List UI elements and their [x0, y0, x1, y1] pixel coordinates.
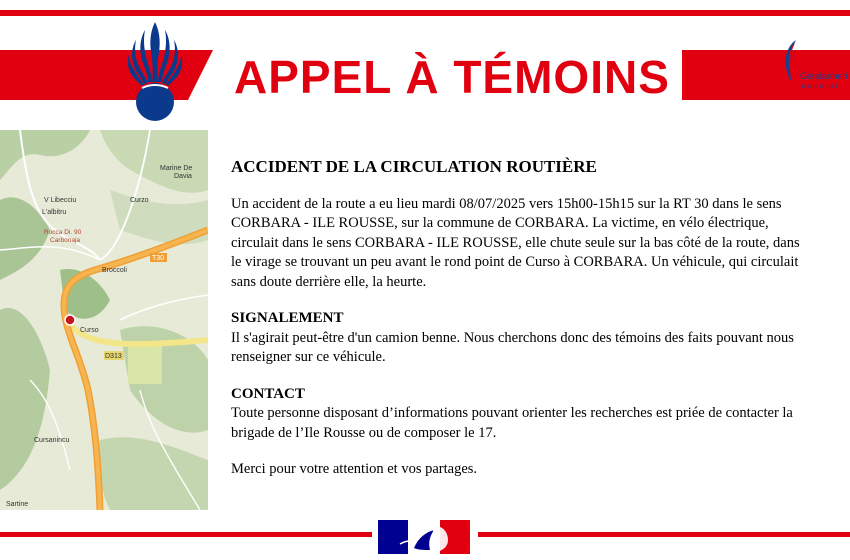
map-road-label: T30 [152, 255, 165, 262]
map-label: L'albitru [42, 209, 67, 216]
intro-paragraph: Un accident de la route a eu lieu mardi 08/07/2025 vers 15h00-15h15 sur la RT 30 dans le sens CORBARA - ILE ROUSSE, sur la commune de CORBARA. La victime, en vélo électrique, circulait dans le sens CORBARA - ILE ROUSSE, elle chute seule sur la bas côté de la route, dans le virage se trouvant un peu avant le rond point de Curso à CORBARA. Un véhicule, qui circulait sans doute derrière elle, la heurte. [231, 195, 800, 290]
map-label: Davia [174, 173, 192, 180]
map-label: Curso [80, 327, 99, 334]
map-label: V Libecciu [44, 197, 77, 204]
bottom-stripe-right [478, 532, 850, 537]
signalement-paragraph: Il s'agirait peut-être d'un camion benne. Nous cherchons donc des témoins des faits pouvant nous renseigner sur ce véhicule. [231, 329, 794, 365]
article-heading: ACCIDENT DE LA CIRCULATION ROUTIÈRE [231, 157, 597, 176]
bottom-stripe-left [0, 532, 372, 537]
map-label: Marine De [160, 165, 193, 172]
logo-text: Gendarmeri [800, 71, 848, 81]
page-title: APPEL À TÉMOINS [228, 48, 682, 106]
logo-subtext: national [802, 84, 840, 90]
map-road-label: D313 [105, 353, 122, 360]
map-label: Cursanincu [34, 437, 70, 444]
contact-heading: CONTACT [231, 385, 305, 402]
contact-paragraph: Toute personne disposant d’informations pouvant orienter les recherches est priée de contacter la brigade de l’Ile Rousse ou de composer le 17. [231, 405, 793, 441]
article-body [231, 157, 811, 497]
closing-paragraph: Merci pour votre attention et vos partages. [231, 461, 478, 477]
marianne-flag-icon [378, 520, 470, 554]
map-label: Curzo [130, 197, 149, 204]
map-label: Sartine [6, 501, 29, 508]
location-map [0, 130, 208, 510]
top-stripe [0, 10, 850, 16]
map-label: Broccoli [102, 267, 127, 274]
signalement-heading: SIGNALEMENT [231, 310, 344, 326]
map-label: Carbonaja [50, 237, 80, 244]
grenade-emblem-icon [122, 18, 188, 126]
map-label: Rocca Di. 90 [44, 229, 82, 236]
